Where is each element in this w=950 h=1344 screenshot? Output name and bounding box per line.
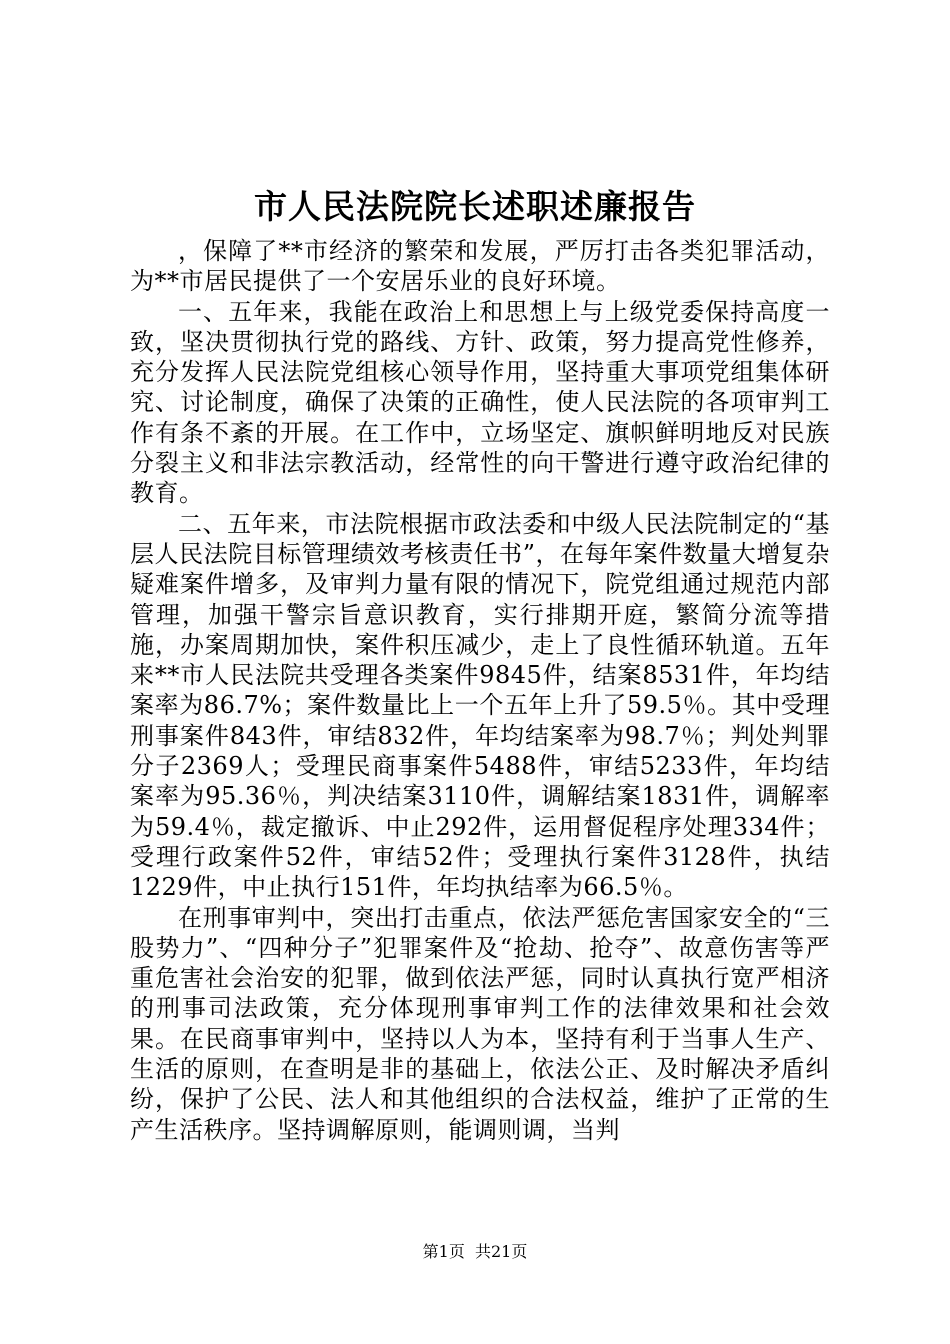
page-footer	[0, 1240, 950, 1264]
document-body	[130, 236, 830, 1145]
paragraph-1: ，保障了**市经济的繁荣和发展，严厉打击各类犯罪活动，为**市居民提供了一个安居乐业的良好环境。	[130, 237, 830, 296]
paragraph-3: 二、五年来，市法院根据市政法委和中级人民法院制定的“基层人民法院目标管理绩效考核责任书”，在每年案件数量大增复杂疑难案件增多，及审判力量有限的情况下，院党组通过规范内部管理，加强干警宗旨意识教育，实行排期开庭，繁简分流等措施，办案周期加快，案件积压减少，走上了良性循环轨道。五年来**市人民法院共受理各类案件9845件，结案8531件，年均结案率为86.7%；案件数量比上一个五年上升了59.5％。其中受理刑事案件843件，审结832件，年均结案率为98.7％；判处判罪分子2369人；受理民商事案件5488件，审结5233件，年均结案率为95.36％，判决结案3110件，调解结案1831件，调解率为59.4％，裁定撤诉、中止292件，运用督促程序处理334件；受理行政案件52件，审结52件；受理执行案件3128件，执结1229件，中止执行151件，年均执结率为66.5％。	[130, 509, 830, 902]
document-title: 市人民法院院长述职述廉报告	[254, 187, 696, 226]
paragraph-2: 一、五年来，我能在政治上和思想上与上级党委保持高度一致，坚决贯彻执行党的路线、方针、政策，努力提高党性修养，充分发挥人民法院党组核心领导作用，坚持重大事项党组集体研究、讨论制度，确保了决策的正确性，使人民法院的各项审判工作有条不紊的开展。在工作中，立场坚定、旗帜鲜明地反对民族分裂主义和非法宗教活动，经常性的向干警进行遵守政治纪律的教育。	[130, 297, 830, 508]
page-number: 第1页 共21页	[422, 1242, 528, 1261]
paragraph-4: 在刑事审判中，突出打击重点，依法严惩危害国家安全的“三股势力”、“四种分子”犯罪案件及“抢劫、抢夺”、故意伤害等严重危害社会治安的犯罪，做到依法严惩，同时认真执行宽严相济的刑事司法政策，充分体现刑事审判工作的法律效果和社会效果。在民商事审判中，坚持以人为本，坚持有利于当事人生产、生活的原则，在查明是非的基础上，依法公正、及时解决矛盾纠纷，保护了公民、法人和其他组织的合法权益，维护了正常的生产生活秩序。坚持调解原则，能调则调，当判	[130, 903, 830, 1144]
